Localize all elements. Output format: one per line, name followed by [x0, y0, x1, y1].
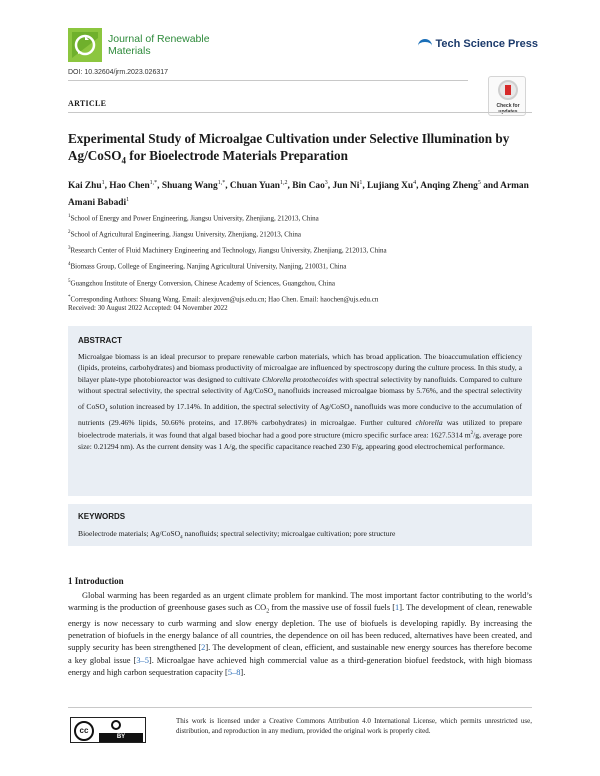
abstract-section — [68, 326, 532, 496]
attribution-person-icon — [111, 720, 121, 730]
header-divider — [68, 80, 468, 81]
author-name[interactable]: Jun Ni — [332, 181, 360, 192]
journal-name — [108, 33, 210, 57]
affiliation-item — [68, 226, 538, 242]
affiliations — [68, 210, 538, 307]
corresponding-authors-text: Corresponding Authors: Shuang Wang. Email: alexjuven@ujs.edu.cn; Hao Chen. Email: haochen@ujs.edu.cn — [70, 294, 379, 303]
journal-logo-icon — [68, 28, 102, 62]
affiliation-item — [68, 258, 538, 274]
publisher-label: Tech Science Press — [435, 38, 538, 50]
author-name[interactable]: Lujiang Xu — [367, 181, 414, 192]
journal-name-line1: Journal of Renewable — [108, 33, 210, 45]
keywords-heading: KEYWORDS — [78, 512, 126, 521]
title-subscript: 4 — [121, 155, 126, 166]
title-divider — [68, 112, 532, 113]
affiliation-text: Guangzhou Institute of Energy Conversion, Chinese Academy of Sciences, Guangzhou, China — [70, 278, 335, 287]
affiliation-item — [68, 242, 538, 258]
affiliation-text: School of Agricultural Engineering, Jiangsu University, Zhenjiang, 212013, China — [70, 230, 302, 239]
doi[interactable]: DOI: 10.32604/jrm.2023.026317 — [68, 69, 169, 76]
author-affiliation-mark: 1,2 — [280, 180, 288, 186]
title-part1: Experimental Study of Microalgae Cultivation under Selective Illumination by Ag/CoSO — [68, 131, 510, 163]
author-affiliation-mark: 1 — [359, 180, 363, 186]
introduction-heading: 1 Introduction — [68, 576, 124, 586]
author-name[interactable]: Bin Cao — [292, 181, 325, 192]
paper-title — [68, 130, 538, 170]
affiliation-mark: 2 — [68, 230, 71, 236]
title-part2: for Bioelectrode Materials Preparation — [126, 148, 348, 163]
cc-by-label: BY — [99, 733, 143, 742]
article-type: ARTICLE — [68, 99, 107, 108]
citation-link[interactable]: 1 — [395, 603, 400, 613]
license-divider — [68, 707, 532, 708]
introduction-paragraph: Global warming has been regarded as an urgent climate problem for mankind. The most important factor contributing to the world’s warming is the production of greenhouse gases such as $CO_2$ from the massive use of fossil fuels [1]. The development of clean, renewable energy is now necessary to curb warming and slow energy depletion. The use of biofuels is developing rapidly. By increasing the penetration of biofuels in the energy balance of all countries, the dependence on oil has been reduced, alternatives have been created, and supply security has been strengthened [2]. The development of clean, efficient, and sustainable new energy sources has therefore become a key global issue [3–5]. Microalgae have achieved high commercial value as a third-generation biofuel feedstock, with high biomass energy and high carbon sequestration capacity [5–8]. — [68, 591, 533, 677]
creative-commons-badge[interactable] — [70, 717, 146, 743]
affiliation-text: Research Center of Fluid Machinery Engineering and Technology, Jiangsu University, Zhenjiang, 212013, China — [70, 246, 387, 255]
author-affiliation-mark: 1 — [126, 197, 130, 204]
received-accepted-dates: Received: 30 August 2022 Accepted: 04 November 2022 — [68, 304, 228, 312]
affiliation-mark: 3 — [68, 246, 71, 252]
publisher-swoosh-icon — [418, 39, 432, 49]
citation-link[interactable]: 3–5 — [136, 655, 149, 665]
affiliation-text: Biomass Group, College of Engineering, Nanjing Agricultural University, Nanjing, 210031, China — [70, 262, 347, 271]
affiliation-item — [68, 210, 538, 226]
affiliation-mark: 4 — [68, 262, 71, 268]
citation-link[interactable]: 5–8 — [227, 667, 241, 677]
abstract-heading: ABSTRACT — [78, 336, 122, 345]
license-text: This work is licensed under a Creative Commons Attribution 4.0 International License, which permits unrestricted use, distribution, and reproduction in any medium, provided the original work is properly cited. — [176, 717, 532, 736]
updates-badge-line1: Check for — [496, 103, 520, 109]
author-list: Kai Zhu$^1$, Hao Chen$^{1,*}$, Shuang Wang$^{1,*}$, Chuan Yuan$^{1,2}$, Bin Cao$^3$, Jun Ni$^1$, Lujiang Xu$^4$, Anqing Zheng$^5$ and Arman Amani Babadi$^1$ — [68, 180, 529, 209]
author-affiliation-mark: 5 — [477, 180, 481, 186]
affiliation-mark: 5 — [68, 278, 71, 284]
author-name[interactable]: Kai Zhu — [68, 181, 102, 192]
author-affiliation-mark: 3 — [324, 180, 328, 186]
keywords-text: Bioelectrode materials; Ag/CoSO$_4$ nanofluids; spectral selectivity; microalgae cultivation; pore structure — [78, 529, 396, 541]
abstract-text: Microalgae biomass is an ideal precursor to prepare renewable carbon materials, which has broad application. The bioaccumulation efficiency (lipids, proteins, carbohydrates) and biomass productivity of microalgae are influenced by spectroscopy during the culture process. In this study, a bilayer plate-type photobioreactor was designed to cultivate Chlorella protothecoides with spectral selectivity by nanofluids. Compared to culture without spectral selectivity, the spectral selectivity of Ag/CoSO$_4$ nanofluids increased microalgae biomass by 5.76%, and the spectral selectivity of CoSO$_4$ solution increased by 17.14%. In addition, the spectral selectivity of Ag/CoSO$_4$ nanofluids was more conducive to the accumulation of nutrients (29.46% lipids, 50.66% proteins, and 17.86% carbohydrates) in microalgae. Further cultured chlorella was utilized to prepare bioelectrode materials, it was found that algal based biochar had a good pore structure (micro specific surface area: 1627.5314 $m^2/g$, average pore size: 0.21294 nm). As the current density was 1 A/g, the specific capacitance reached 230 F/g, appearing good electrochemical performance. — [78, 352, 523, 452]
author-affiliation-mark: 1 — [101, 180, 105, 186]
author-name[interactable]: Anqing Zheng — [420, 181, 478, 192]
cc-icon: cc — [74, 721, 94, 741]
affiliation-mark: * — [68, 294, 71, 300]
author-affiliation-mark: 1,* — [217, 180, 226, 186]
keywords-section — [68, 504, 532, 546]
check-for-updates-badge[interactable] — [488, 76, 526, 116]
affiliation-text: School of Energy and Power Engineering, Jiangsu University, Zhenjiang, 212013, China — [70, 214, 319, 223]
affiliation-item — [68, 275, 538, 291]
publisher-name — [418, 38, 538, 50]
author-name[interactable]: Hao Chen — [109, 181, 150, 192]
updates-icon — [498, 80, 518, 100]
affiliation-mark: 1 — [68, 214, 71, 219]
author-name[interactable]: Arman Amani Babadi — [68, 181, 529, 209]
author-name[interactable]: Shuang Wang — [161, 181, 218, 192]
journal-name-line2: Materials — [108, 45, 151, 57]
updates-badge-text — [489, 103, 527, 115]
author-name[interactable]: Chuan Yuan — [229, 181, 281, 192]
authors-conjunction: and — [483, 181, 499, 192]
page-header — [68, 28, 538, 68]
author-affiliation-mark: 1,* — [149, 180, 158, 186]
citation-link[interactable]: 2 — [201, 643, 206, 653]
author-affiliation-mark: 4 — [413, 180, 417, 186]
